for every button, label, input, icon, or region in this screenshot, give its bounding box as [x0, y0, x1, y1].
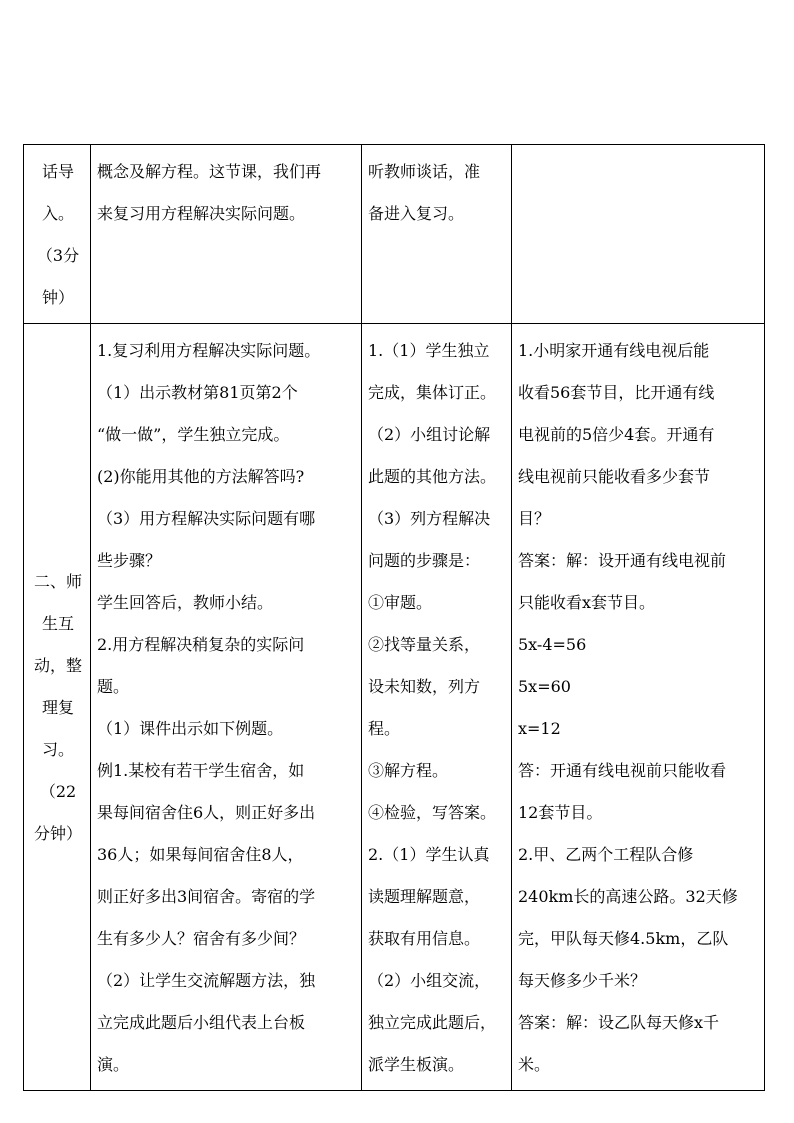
stage-text-line: 钟）	[41, 288, 74, 307]
teacher-text-line: 演。	[97, 1055, 130, 1074]
exercise-text-line: 1.小明家开通有线电视后能	[518, 341, 710, 360]
student-text-line: （2）小组交流，	[368, 971, 491, 990]
student-text-line: 完成，集体订正。	[368, 383, 497, 402]
exercise-cell	[512, 324, 765, 1091]
teacher-text-line: 来复习用方程解决实际问题。	[97, 204, 306, 223]
student-text-line: 获取有用信息。	[368, 929, 481, 948]
exercise-text-line: 线电视前只能收看多少套节	[518, 467, 711, 486]
exercise-text-line: 2.甲、乙两个工程队合修	[518, 845, 694, 864]
student-text-line: 备进入复习。	[368, 204, 465, 223]
teacher-text-line: （1）课件出示如下例题。	[97, 719, 284, 738]
teacher-text-line: （2）让学生交流解题方法，独	[97, 971, 316, 990]
stage-text-line: 习。	[41, 740, 74, 759]
teacher-activity-cell	[91, 145, 362, 324]
teacher-text-line: 立完成此题后小组代表上台板	[97, 1013, 306, 1032]
stage-text-line: 动，整	[33, 656, 82, 675]
student-text-line: 读题理解题意，	[368, 887, 481, 906]
teacher-activity-cell	[91, 324, 362, 1091]
teacher-text-line: 些步骤？	[97, 551, 162, 570]
exercise-text-line: 目？	[518, 509, 551, 528]
exercise-text-line: 答：开通有线电视前只能收看	[518, 761, 727, 780]
student-text-line: 此题的其他方法。	[368, 467, 497, 486]
exercise-text-line: 电视前的5倍少4套。开通有	[518, 425, 715, 444]
student-text-line: （3）列方程解决	[368, 509, 491, 528]
stage-text-line: 入。	[41, 204, 74, 223]
teacher-text-line: 学生回答后，教师小结。	[97, 593, 274, 612]
student-text-line: 1.（1）学生独立	[368, 341, 490, 360]
stage-text-line: 话导	[41, 162, 74, 181]
student-activity-cell	[362, 324, 512, 1091]
stage-cell	[24, 145, 91, 324]
table-row-review	[24, 324, 765, 1091]
student-text-line: 听教师谈话，准	[368, 162, 481, 181]
student-text-line: 问题的步骤是：	[368, 551, 481, 570]
student-text-line: ③解方程。	[368, 761, 449, 780]
stage-text-line: 生互	[41, 614, 74, 633]
teacher-text-line: 则正好多出3间宿舍。寄宿的学	[97, 887, 316, 906]
exercise-text-line: 5x=60	[518, 677, 571, 696]
student-text-line: 派学生板演。	[368, 1055, 465, 1074]
teacher-text-line: 题。	[97, 677, 130, 696]
teacher-text-line: （3）用方程解决实际问题有哪	[97, 509, 316, 528]
student-text-line: 2.（1）学生认真	[368, 845, 490, 864]
stage-cell	[24, 324, 91, 1091]
lesson-plan-table	[23, 144, 765, 1091]
teacher-text-line: 1.复习利用方程解决实际问题。	[97, 341, 321, 360]
teacher-text-line: 36人；如果每间宿舍住8人，	[97, 845, 304, 864]
exercise-text-line: 12套节目。	[518, 803, 603, 822]
exercise-cell	[512, 145, 765, 324]
student-activity-cell	[362, 145, 512, 324]
exercise-text-line: 收看56套节目，比开通有线	[518, 383, 715, 402]
teacher-text-line: 2.用方程解决稍复杂的实际问	[97, 635, 305, 654]
teacher-text-line: 概念及解方程。这节课，我们再	[97, 162, 322, 181]
teacher-text-line: (2)你能用其他的方法解答吗?	[97, 467, 305, 486]
student-text-line: （2）小组讨论解	[368, 425, 491, 444]
student-text-line: 设未知数，列方	[368, 677, 481, 696]
student-text-line: ④检验，写答案。	[368, 803, 497, 822]
exercise-text-line: 米。	[518, 1055, 551, 1074]
exercise-text-line: x=12	[518, 719, 561, 738]
stage-text-line: （3分	[36, 246, 80, 265]
exercise-text-line: 只能收看x套节目。	[518, 593, 656, 612]
exercise-text-line: 240km长的高速公路。32天修	[518, 887, 738, 906]
exercise-text-line: 答案：解：设乙队每天修x千	[518, 1013, 720, 1032]
exercise-text-line: 5x-4=56	[518, 635, 587, 654]
stage-text-line: （22	[39, 782, 77, 801]
student-text-line: ①审题。	[368, 593, 433, 612]
stage-text-line: 理复	[41, 698, 74, 717]
stage-text-line: 分钟）	[33, 824, 82, 843]
teacher-text-line: “做一做”，学生独立完成。	[97, 425, 290, 444]
teacher-text-line: 生有多少人？宿舍有多少间？	[97, 929, 306, 948]
exercise-text-line: 答案：解：设开通有线电视前	[518, 551, 727, 570]
table-row-intro	[24, 145, 765, 324]
teacher-text-line: 果每间宿舍住6人，则正好多出	[97, 803, 316, 822]
exercise-text-line: 每天修多少千米？	[518, 971, 647, 990]
stage-text-line: 二、师	[33, 572, 82, 591]
student-text-line: ②找等量关系，	[368, 635, 481, 654]
student-text-line: 程。	[368, 719, 401, 738]
student-text-line: 独立完成此题后，	[368, 1013, 497, 1032]
exercise-text-line: 完，甲队每天修4.5km，乙队	[518, 929, 729, 948]
teacher-text-line: （1）出示教材第81页第2个	[97, 383, 298, 402]
teacher-text-line: 例1.某校有若干学生宿舍，如	[97, 761, 305, 780]
